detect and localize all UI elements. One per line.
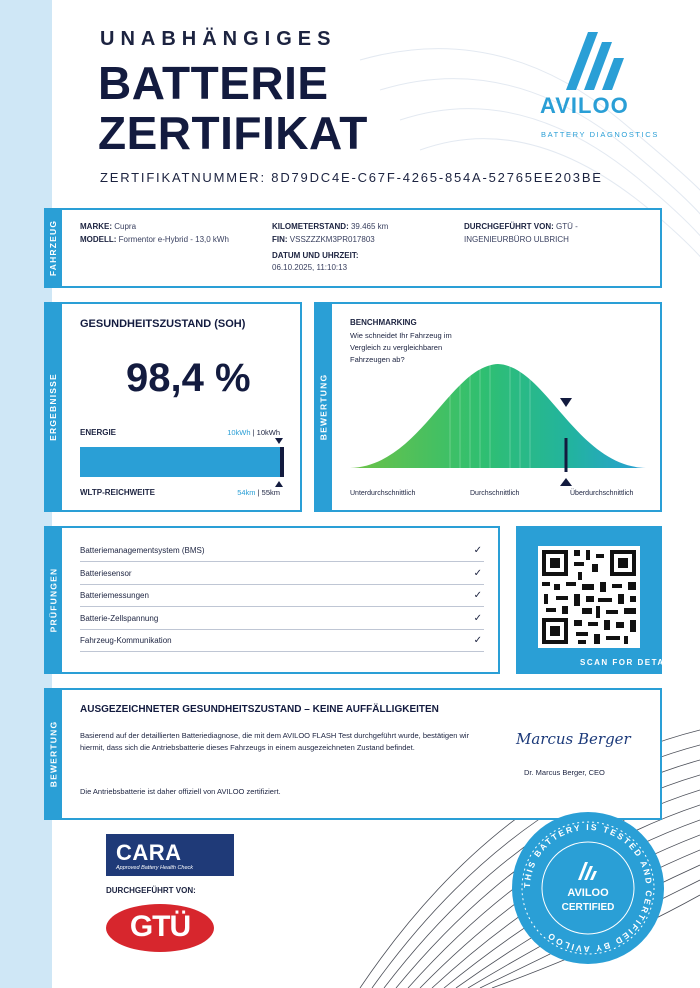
vin-label: FIN:: [272, 235, 288, 244]
model-value: Formentor e-Hybrid - 13,0 kWh: [118, 235, 229, 244]
date-label-text: DATUM UND UHRZEIT:: [272, 251, 359, 260]
performed-label: DURCHGEFÜHRT VON:: [464, 222, 554, 231]
certificate-number: ZERTIFIKATNUMMER: 8D79DC4E-C67F-4265-854A-52765EE203BE: [100, 170, 603, 185]
seal-certified: CERTIFIED: [561, 902, 615, 913]
logo-subtitle: BATTERY DIAGNOSTICS: [541, 130, 659, 139]
gtu-logo-text: GTÜ: [129, 910, 191, 943]
brand-label: MARKE:: [80, 222, 112, 231]
aviloo-certified-seal: [510, 810, 666, 966]
range-label: WLTP-REICHWEITE: [80, 488, 155, 497]
seal-brand: AVILOO: [567, 887, 609, 899]
signer-name: Dr. Marcus Berger, CEO: [524, 768, 605, 777]
benchmark-title: BENCHMARKING: [350, 318, 417, 327]
check-item-label: Batteriemessungen: [80, 591, 149, 600]
benchmark-tab: [314, 302, 332, 512]
energy-bar: [80, 447, 284, 477]
vehicle-card: [44, 208, 662, 288]
cara-name: CARA: [116, 840, 182, 865]
cara-badge: [106, 834, 234, 876]
seal-ring-text: THIS BATTERY IS TESTED AND CERTIFIED BY AVILOO: [521, 821, 655, 955]
vehicle-tab: [44, 208, 62, 288]
soh-value: 98,4 %: [126, 356, 251, 400]
results-card: [44, 302, 302, 512]
km-row: [272, 222, 388, 231]
benchmark-top-marker-icon: [560, 398, 572, 407]
assessment-paragraph-2: Die Antriebsbatterie ist daher offiziell von AVILOO zertifiziert.: [80, 787, 281, 796]
benchmark-tab-label: BEWERTUNG: [318, 373, 328, 441]
check-item: [80, 608, 484, 630]
soh-title: GESUNDHEITSZUSTAND (SOH): [80, 318, 246, 330]
checkmark-icon: ✓: [473, 635, 482, 646]
qr-card: [516, 526, 682, 674]
signature: Marcus Berger: [516, 730, 631, 748]
vin-row: [272, 235, 375, 244]
assessment-tab: [44, 688, 62, 820]
assessment-paragraph-1: Basierend auf der detaillierten Batteriediagnose, die mit dem AVILOO FLASH Test durchgeführt wurde, bestätigen wir hiermit, dass sich die Antriebsbatterie dieses Fahrzeugs in einem ausgezeichneten Zustand befindet.: [80, 731, 470, 752]
energy-separator: |: [250, 428, 257, 437]
page-title-line1: BATTERIE: [98, 57, 329, 109]
check-item: [80, 630, 484, 652]
energy-current: 10kWh: [227, 428, 251, 437]
assessment-card: [44, 688, 662, 820]
energy-values: [227, 428, 280, 437]
km-value: 39.465 km: [350, 222, 389, 231]
energy-bar-fill: [80, 447, 281, 477]
range-values: [237, 488, 280, 497]
energy-bar-end: [280, 447, 284, 477]
checks-tab-label: PRÜFUNGEN: [48, 567, 59, 633]
assessment-tab-label: BEWERTUNG: [48, 720, 58, 788]
brand-value: Cupra: [114, 222, 137, 231]
aviloo-logo-icon: [558, 28, 628, 92]
range-separator: |: [255, 488, 262, 497]
title-small: UNABHÄNGIGES: [100, 28, 337, 50]
brand-row: [80, 222, 136, 231]
benchmark-label-low: Unterdurchschnittlich: [350, 490, 416, 497]
results-tab: [44, 302, 62, 512]
aviloo-logo-text: AVILOO: [540, 93, 629, 118]
footer-performed-by: DURCHGEFÜHRT VON:: [106, 886, 196, 895]
benchmark-bell-curve: [350, 356, 646, 486]
energy-marker-icon: [274, 437, 284, 445]
check-item-label: Batteriemanagementsystem (BMS): [80, 546, 205, 555]
page-title: [98, 58, 368, 158]
checkmark-icon: ✓: [473, 612, 482, 624]
results-tab-label: ERGEBNISSE: [48, 373, 58, 441]
check-item: [80, 585, 484, 607]
benchmark-label-mid: Durchschnittlich: [470, 490, 520, 497]
benchmark-question: Wie schneidet Ihr Fahrzeug im Vergleich zu vergleichbaren Fahrzeugen ab?: [350, 331, 452, 364]
benchmark-card: [314, 302, 662, 512]
range-current: 54km: [237, 488, 256, 497]
qr-scan-label: SCAN FOR DETAILS: [580, 658, 682, 667]
check-item-label: Batteriesensor: [80, 568, 132, 578]
vin-value: VSSZZZKM3PR017803: [289, 235, 375, 244]
date-label: [272, 251, 359, 260]
check-item: [80, 563, 484, 585]
benchmark-label-high: Überdurchschnittlich: [570, 490, 634, 497]
checkmark-icon: ✓: [473, 567, 482, 579]
model-label: MODELL:: [80, 235, 117, 244]
assessment-title: AUSGEZEICHNETER GESUNDHEITSZUSTAND – KEINE AUFFÄLLIGKEITEN: [80, 704, 439, 715]
date-value: 06.10.2025, 11:10:13: [272, 263, 348, 272]
check-item-label: Batterie-Zellspannung: [80, 613, 159, 623]
km-label: KILOMETERSTAND:: [272, 222, 349, 231]
range-total: 55km: [261, 488, 280, 497]
checkmark-icon: ✓: [473, 590, 482, 601]
model-row: [80, 235, 229, 244]
bell-curve-area: [350, 364, 646, 468]
vehicle-tab-label: FAHRZEUG: [48, 219, 59, 277]
energy-label: ENERGIE: [80, 428, 117, 437]
performed-row: [464, 222, 578, 231]
benchmark-bottom-marker-icon: [560, 478, 572, 486]
checks-tab: [44, 526, 62, 674]
checkmark-icon: ✓: [473, 545, 482, 556]
check-item: [80, 540, 484, 562]
check-item-label: Fahrzeug-Kommunikation: [80, 636, 172, 645]
qr-code-icon[interactable]: [538, 546, 640, 648]
range-marker-icon: [274, 480, 284, 488]
energy-total: 10kWh: [256, 428, 280, 437]
cara-subtitle: Approved Battery Health Check: [116, 865, 194, 871]
performed-value-line1: GTÜ -: [556, 222, 578, 231]
performed-value-line2: INGENIEURBÜRO ULBRICH: [464, 235, 569, 244]
gtu-logo: [106, 904, 214, 952]
page-title-line2: ZERTIFIKAT: [98, 107, 368, 159]
